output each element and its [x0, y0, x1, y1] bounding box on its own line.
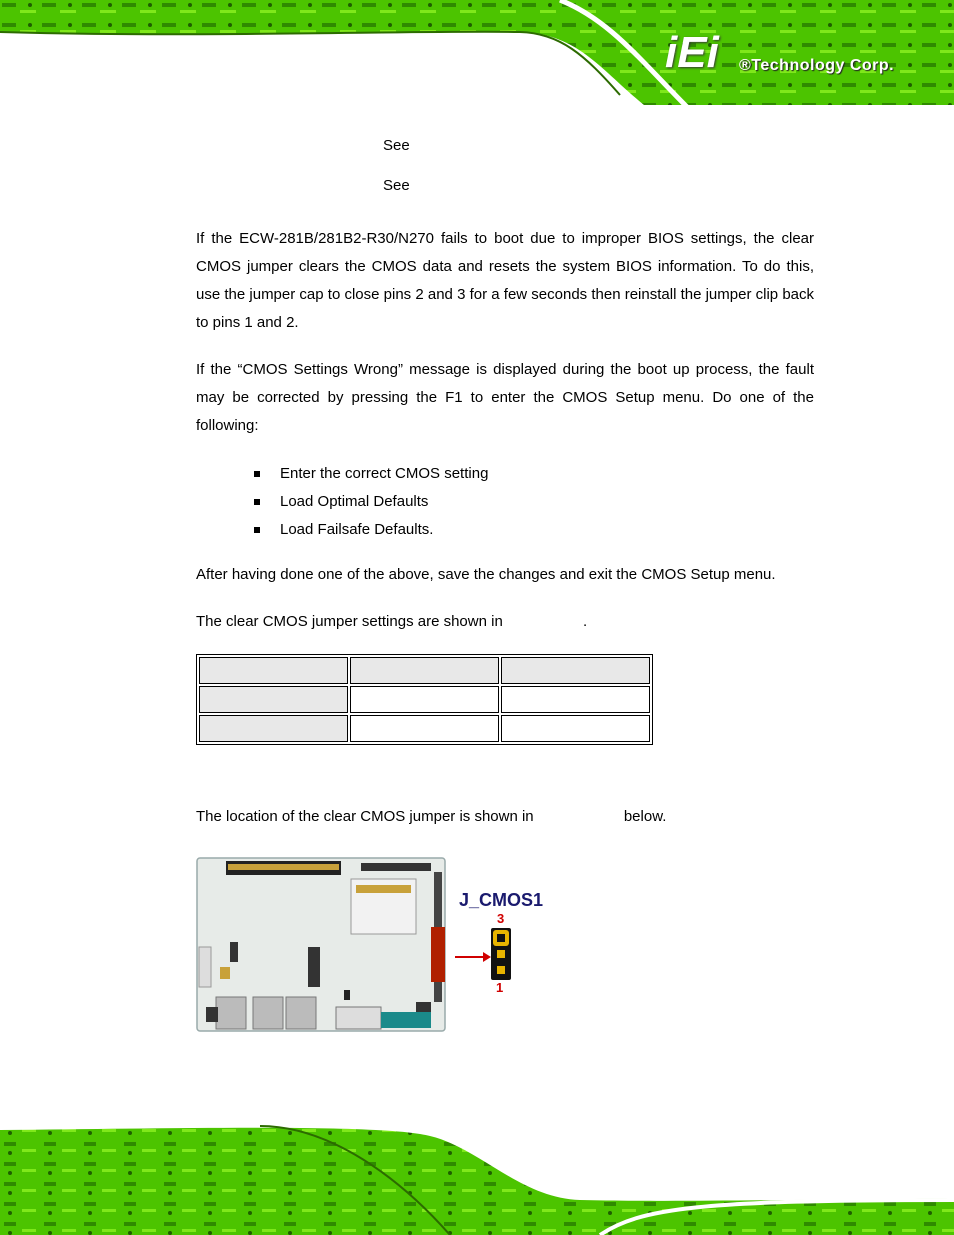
- jumper-settings-table: [196, 654, 653, 745]
- motherboard-image: [196, 857, 446, 1032]
- pin-1-label: 1: [496, 980, 504, 995]
- logo-mark: iEi: [665, 28, 719, 77]
- list-item: Load Optimal Defaults: [252, 488, 488, 516]
- pin-3-label: 3: [497, 911, 505, 926]
- paragraph-after: After having done one of the above, save the changes and exit the CMOS Setup menu.: [196, 566, 776, 583]
- table-row: [199, 715, 650, 742]
- table-cell: [501, 657, 650, 684]
- settings-ref-text: The clear CMOS jumper settings are shown in: [196, 613, 503, 630]
- see-reference-2: See: [383, 177, 410, 194]
- paragraph-cmos-wrong: If the “CMOS Settings Wrong” message is displayed during the boot up process, the fault may be corrected by pressing the F1 to enter the CMOS Setup menu. Do one of the following:: [196, 361, 814, 434]
- list-item: Load Failsafe Defaults.: [252, 516, 488, 544]
- pointer-arrow-head: [483, 952, 491, 962]
- location-ref-end: below.: [623, 808, 667, 825]
- table-cell: [350, 686, 499, 713]
- brand-text: ®Technology Corp.: [739, 57, 895, 74]
- settings-ref-end: .: [582, 613, 588, 630]
- table-cell: [350, 715, 499, 742]
- table-cell: [501, 715, 650, 742]
- location-ref-text: The location of the clear CMOS jumper is shown in: [196, 808, 534, 825]
- table-cell: [199, 657, 348, 684]
- paragraph-location-ref: [196, 803, 666, 831]
- option-list: [252, 460, 488, 544]
- table-header-row: [199, 657, 650, 684]
- table-cell: [199, 715, 348, 742]
- list-item: Enter the correct CMOS setting: [252, 460, 488, 488]
- table-row: [199, 686, 650, 713]
- paragraph-clear-cmos: If the ECW-281B/281B2-R30/N270 fails to boot due to improper BIOS settings, the clear CMOS jumper clears the CMOS data and resets the system BIOS information. To do this, use the jumper cap to close pins 2 and 3 for a few seconds then reinstall the jumper clip back to pins 1 and 2.: [196, 230, 814, 331]
- table-cell: [501, 686, 650, 713]
- table-cell: [350, 657, 499, 684]
- page-footer-banner: [0, 1118, 954, 1235]
- see-reference-1: See: [383, 137, 410, 154]
- jumper-label: J_CMOS1: [459, 890, 544, 910]
- table-cell: [199, 686, 348, 713]
- paragraph-settings-ref: [196, 608, 587, 636]
- page-header-banner: [0, 0, 954, 112]
- logo: [665, 28, 719, 78]
